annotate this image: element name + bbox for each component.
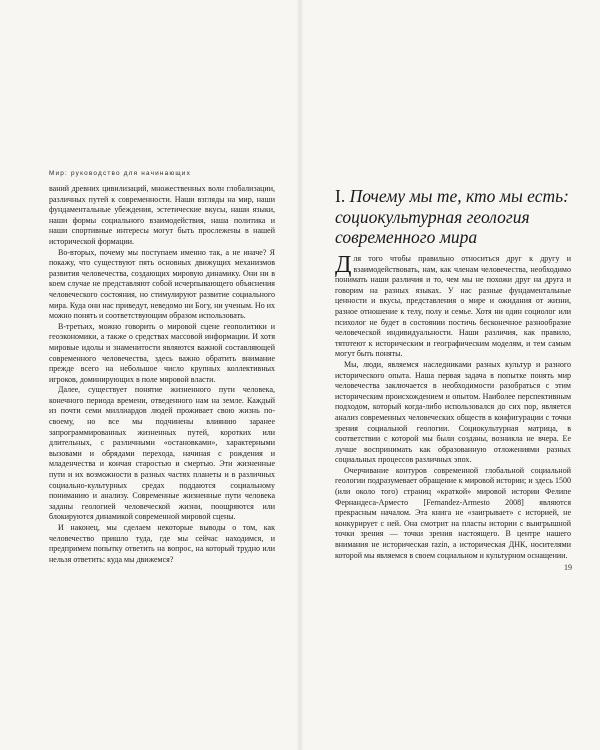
chapter-title [335, 186, 571, 248]
page-number: 19 [564, 563, 572, 572]
left-paragraph-5: И наконец, мы сделаем некоторые выводы о том, как человечество пришло туда, где мы сейчас находимся, и предпримем попытку ответить на вопрос, на который трудно или нельзя ответить: куда мы движемся? [49, 523, 275, 564]
right-paragraph-2: Мы, люди, являемся наследниками разных культур и разного исторического опыта. Наша первая задача в попытке понять мир человечества заключается в необходимости разобраться с этим историческим происхождением и опытом. Наиболее перспективным подходом, который когда-либо использовался до сих пор, является анализ современных человеческих обществ в конфигурации с точки зрения социальной геологии. Социокультурная матрица, в соответствии с которой мы были созданы, возникла не вчера. Ее лучше воспринимать как образованную отложениями разных социальных процессов различных эпох. [335, 359, 571, 465]
left-page-body [49, 184, 275, 565]
left-paragraph-3: В-третьих, можно говорить о мировой сцене геополитики и геоэкономики, а также о средствах массовой информации. И хотя мировые идолы и знаменитости являются важной составляющей современного человечества, здесь важно обратить внимание прежде всего на небольшое число крупных коллективных игроков, доминирующих в поле мировой власти. [49, 321, 275, 384]
right-paragraph-1-text: ля того чтобы правильно относиться друг к другу и взаимодействовать, нам, как членам человечества, необходимо понимать наши различия и то, чем мы не похожи друг на друга и говорим на разных языках. У нас разные фундаментальные ценности и вкусы, представления о мире и ожидания от жизни, разное отношение к телу, полу и семье. Хотя ни один социолог или психолог не будет в состоянии постичь бесконечное разнообразие человеческой индивидуальности. Наши различия, как правило, тятотеют к историческим и географическим моделям, и тем самым могут быть поняты. [335, 254, 571, 359]
left-paragraph-2: Во-вторых, почему мы поступаем именно так, а не иначе? Я покажу, что существуют пять основных движущих механизмов развития человечества, создающих мировую динамику. Они ни в коем случае не представляют собой исчерпывающего объяснения человеческого состояния, но стимулируют развитие социального мира. Куда они нас приведут, неведомо ни Богу, ни ученым. Но их можно понять и соответствующим образом использовать. [49, 247, 275, 321]
running-head: Мир: руководство для начинающих [49, 170, 191, 177]
drop-cap: Д [335, 252, 352, 278]
right-page-body [335, 254, 571, 561]
left-paragraph-1: ваний древних цивилизаций, множественных волн глобализации, различных путей к современности. Наши взгляды на мир, наши фундаментальные убеждения, эстетические вкусы, наши языки, наши формы социального взаимодействия, наша политика и наши спортивные интересы могут быть прослежены в нашей исторической формации. [49, 184, 275, 246]
right-paragraph-1 [335, 254, 571, 360]
right-page [300, 0, 600, 750]
chapter-title-text: Почему мы те, кто мы есть: социокультурная геология современного мира [335, 186, 569, 247]
chapter-number: I. [335, 186, 346, 206]
left-paragraph-4: Далее, существует понятие жизненного пути человека, конечного периода времени, отведенного нам на земле. Каждый из почти семи миллиардов людей проживает свою жизнь по-своему, но все мы подчинены влиянию заранее запрограммированных жизненных путей, коротких или длительных, с различными «остановками», характерными вызовами и обрядами перехода, начиная с рождения и младенчества и кончая старостью и смертью. Эти жизненные пути и их возможности в разных частях планеты и в различных социально-культурных средах поддаются социальному пониманию и анализу. Современные жизненные пути человека заданы геологией человеческой жизни, поощряются или блокируются динамикой современной мировой сцены. [49, 385, 275, 522]
right-paragraph-3: Очерчивание контуров современной глобальной социальной геологии подразумевает обращение к мировой истории; и здесь 1500 (или около того) страниц «краткой» мировой истории Фелипе Фернандеса-Арместо [Fernandez-Armesto 2008] являются прекрасным началом. Эта книга не «заигрывает» с историей, не конкурирует с ней. Она смотрит на пласты истории с выигрышной точки зрения — точки зрения настоящего. В центре нашего внимания не историческая razin, а историческая ДНК, носителями которой мы являемся в своем социальном и культурном оснащении. [335, 465, 571, 560]
